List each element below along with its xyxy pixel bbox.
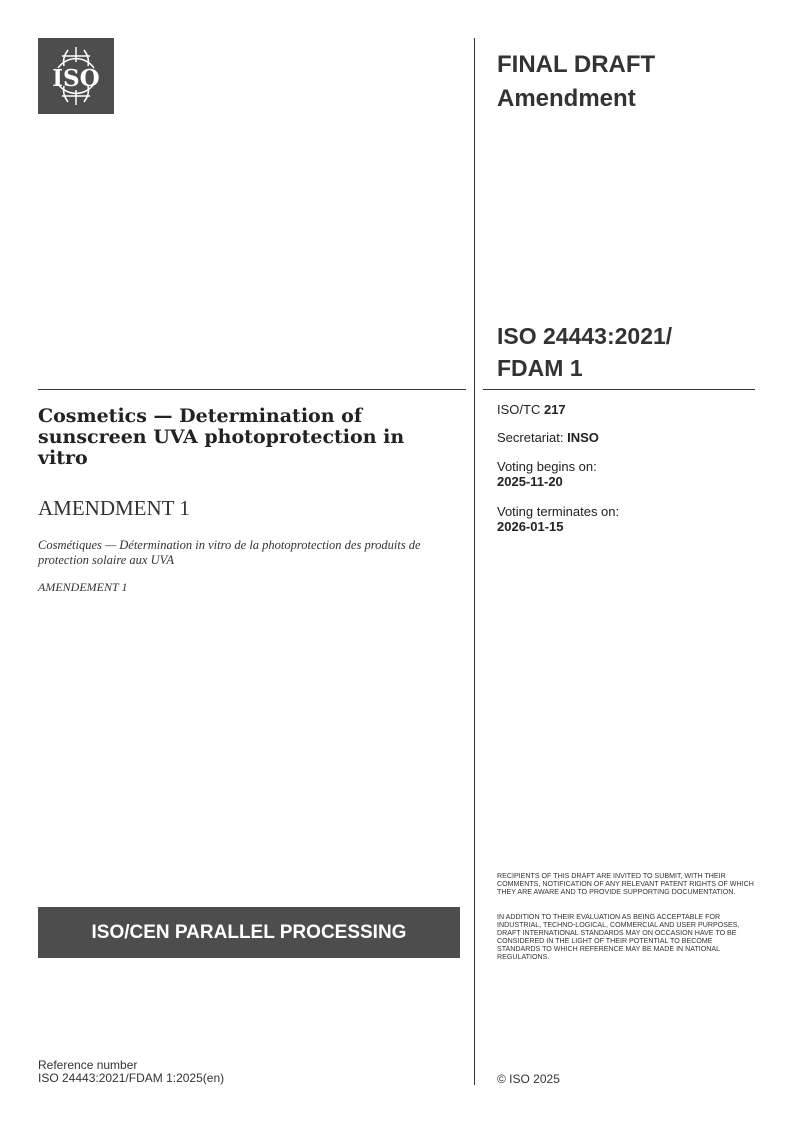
secretariat	[497, 430, 599, 445]
secretariat-label: Secretariat:	[497, 430, 564, 445]
standard-number	[497, 320, 672, 384]
french-title: Cosmétiques — Détermination in vitro de la photoprotection des produits de protection solaire aux UVA	[38, 538, 421, 567]
vertical-divider	[474, 38, 475, 1085]
reference-number	[38, 1059, 224, 1085]
voting-ends-value: 2026-01-15	[497, 519, 564, 534]
type-line: Amendment	[497, 85, 636, 112]
voting-ends-label: Voting terminates on:	[497, 504, 620, 519]
reference-label: Reference number	[38, 1058, 138, 1072]
patent-notice: RECIPIENTS OF THIS DRAFT ARE INVITED TO SUBMIT, WITH THEIR COMMENTS, NOTIFICATION OF ANY RELEVANT PATENT RIGHTS OF WHICH THEY ARE AWARE AND TO PROVIDE SUPPORTING DOCUMENTATION.	[497, 872, 754, 896]
iso-logo	[38, 38, 114, 114]
svg-text:ISO: ISO	[52, 65, 100, 92]
stage-line: FINAL DRAFT	[497, 51, 656, 78]
committee-label: ISO/TC	[497, 402, 541, 417]
french-amendment-label: AMENDEMENT 1	[38, 580, 128, 594]
reference-value: ISO 24443:2021/FDAM 1:2025(en)	[38, 1071, 225, 1085]
voting-begins-value: 2025-11-20	[497, 474, 563, 489]
processing-banner: ISO/CEN PARALLEL PROCESSING	[38, 907, 460, 958]
standard-number-line1: ISO 24443:2021/	[497, 323, 673, 349]
evaluation-notice: IN ADDITION TO THEIR EVALUATION AS BEING ACCEPTABLE FOR INDUSTRIAL, TECHNO-LOGICAL, COMMERCIAL AND USER PURPOSES, DRAFT INTERNATIONAL STANDARDS MAY ON OCCASION HAVE TO BE CONSIDERED IN THE LIGHT OF THEIR POTENTIAL TO BECOME STANDARDS TO WHICH REFERENCE MAY BE MADE IN NATIONAL REGULATIONS.	[497, 913, 740, 961]
horizontal-divider-left	[38, 389, 466, 390]
voting-ends	[497, 504, 619, 534]
secretariat-value: INSO	[567, 430, 599, 445]
amendment-label: AMENDMENT 1	[38, 496, 190, 520]
document-stage	[497, 48, 655, 116]
horizontal-divider-right	[483, 389, 755, 390]
copyright: © ISO 2025	[497, 1072, 560, 1086]
voting-begins-label: Voting begins on:	[497, 459, 597, 474]
standard-number-line2: FDAM 1	[497, 355, 583, 381]
globe-icon	[38, 38, 114, 114]
committee	[497, 402, 566, 417]
committee-value: 217	[543, 402, 566, 417]
document-title: Cosmetics — Determination of sunscreen UVA photoprotection in vitro	[38, 405, 405, 469]
voting-begins	[497, 459, 597, 489]
